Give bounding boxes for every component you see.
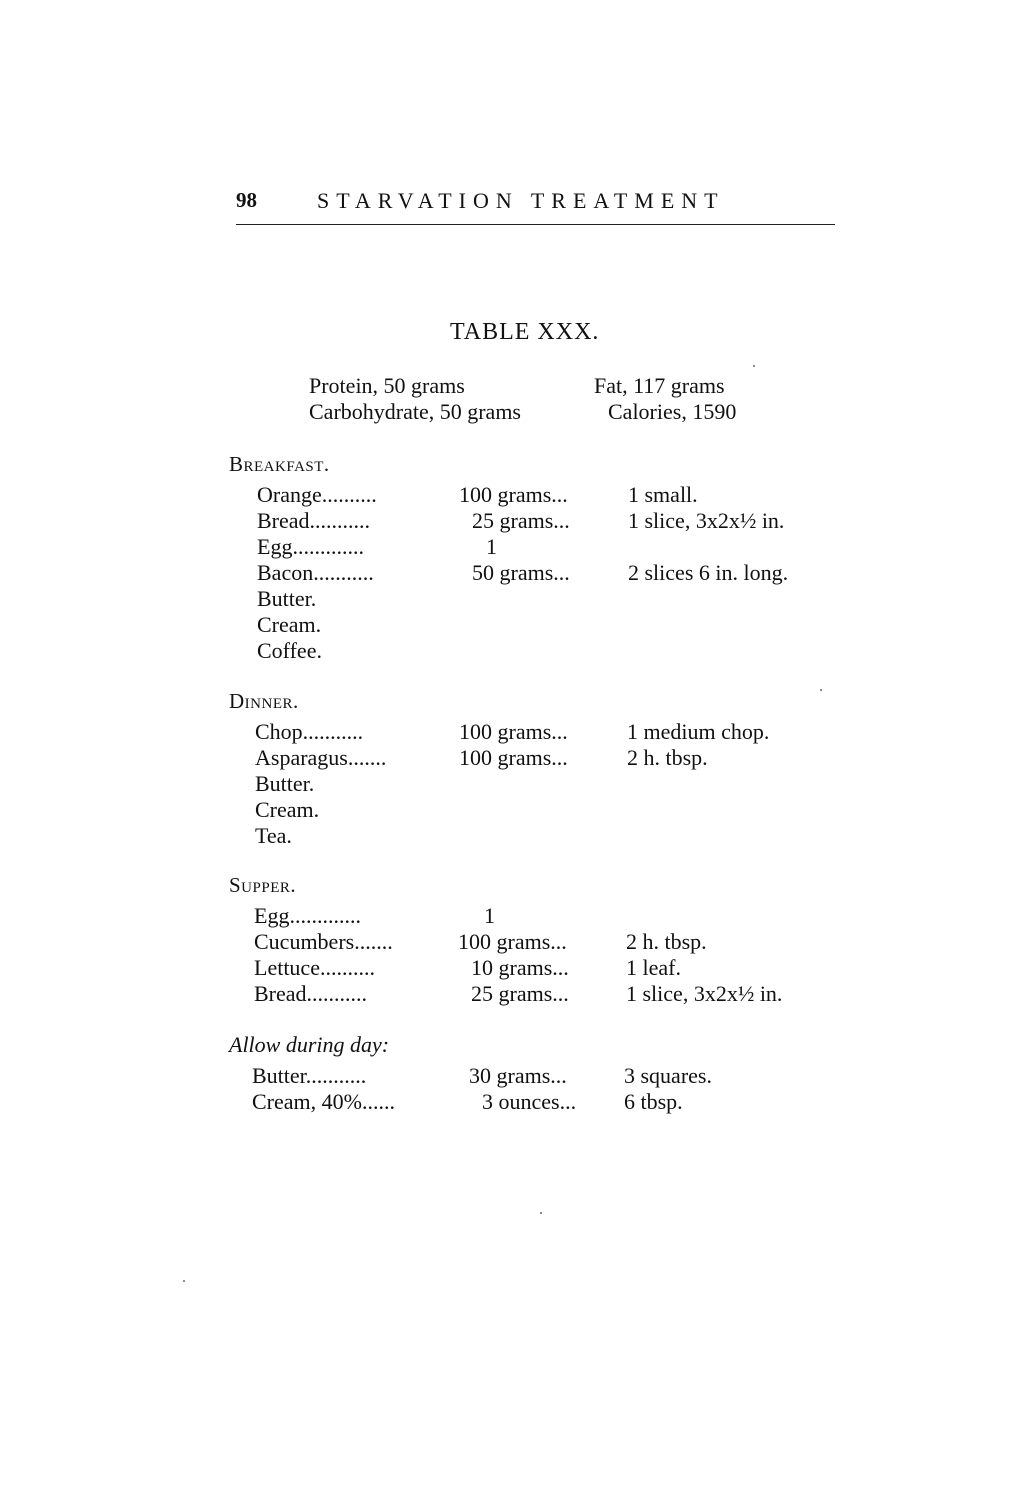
food-name: Cream.: [255, 797, 320, 822]
food-name: Bacon...........: [257, 560, 374, 585]
food-quantity: 100 grams...: [458, 929, 567, 954]
food-name: Bread...........: [254, 981, 368, 1006]
food-quantity: 100 grams...: [459, 719, 568, 744]
food-portion: 6 tbsp.: [624, 1089, 683, 1114]
food-name: Cucumbers.......: [254, 929, 393, 954]
calories-value: Calories, 1590: [608, 399, 737, 424]
food-portion: 2 h. tbsp.: [627, 745, 708, 770]
food-name: Egg.............: [254, 903, 361, 928]
page-number: 98: [236, 188, 257, 212]
food-name: Chop...........: [255, 719, 364, 744]
food-quantity: 100 grams...: [459, 482, 568, 507]
scan-speck: [540, 1212, 542, 1214]
food-portion: 1 slice, 3x2x½ in.: [628, 508, 785, 533]
food-name: Asparagus.......: [255, 745, 387, 770]
table-title: TABLE XXX.: [450, 319, 600, 345]
food-name: Tea.: [255, 823, 292, 848]
food-name: Butter.: [257, 586, 317, 611]
food-name: Egg.............: [257, 534, 364, 559]
running-title: STARVATION TREATMENT: [317, 188, 725, 213]
food-quantity: 30 grams...: [469, 1063, 567, 1088]
food-portion: 1 small.: [628, 482, 698, 507]
food-name: Butter.: [255, 771, 315, 796]
food-portion: 1 medium chop.: [627, 719, 770, 744]
allow-during-day-heading: Allow during day:: [229, 1032, 390, 1057]
scan-speck: [183, 1280, 185, 1282]
carbohydrate-value: Carbohydrate, 50 grams: [309, 399, 521, 424]
food-portion: 2 slices 6 in. long.: [628, 560, 789, 585]
food-name: Orange..........: [257, 482, 377, 507]
food-quantity: 50 grams...: [472, 560, 570, 585]
food-quantity: 25 grams...: [472, 508, 570, 533]
dinner-heading: Dinner.: [229, 689, 299, 713]
scan-speck: [820, 689, 822, 691]
food-name: Lettuce..........: [254, 955, 375, 980]
protein-value: Protein, 50 grams: [309, 373, 465, 398]
scan-speck: [753, 365, 755, 367]
food-name: Cream.: [257, 612, 322, 637]
food-name: Cream, 40%......: [252, 1089, 395, 1114]
breakfast-heading: Breakfast.: [229, 452, 330, 476]
food-quantity: 1: [486, 534, 497, 559]
food-quantity: 100 grams...: [459, 745, 568, 770]
food-quantity: 1: [484, 903, 495, 928]
food-name: Butter...........: [252, 1063, 367, 1088]
food-name: Bread...........: [257, 508, 371, 533]
supper-heading: Supper.: [229, 873, 297, 897]
food-quantity: 25 grams...: [471, 981, 569, 1006]
page-header: [236, 188, 836, 228]
food-quantity: 10 grams...: [471, 955, 569, 980]
food-name: Coffee.: [257, 638, 322, 663]
header-rule: [236, 224, 835, 225]
food-portion: 1 leaf.: [626, 955, 681, 980]
food-portion: 2 h. tbsp.: [626, 929, 707, 954]
food-portion: 1 slice, 3x2x½ in.: [626, 981, 783, 1006]
fat-value: Fat, 117 grams: [594, 373, 725, 398]
food-quantity: 3 ounces...: [482, 1089, 577, 1114]
food-portion: 3 squares.: [624, 1063, 712, 1088]
